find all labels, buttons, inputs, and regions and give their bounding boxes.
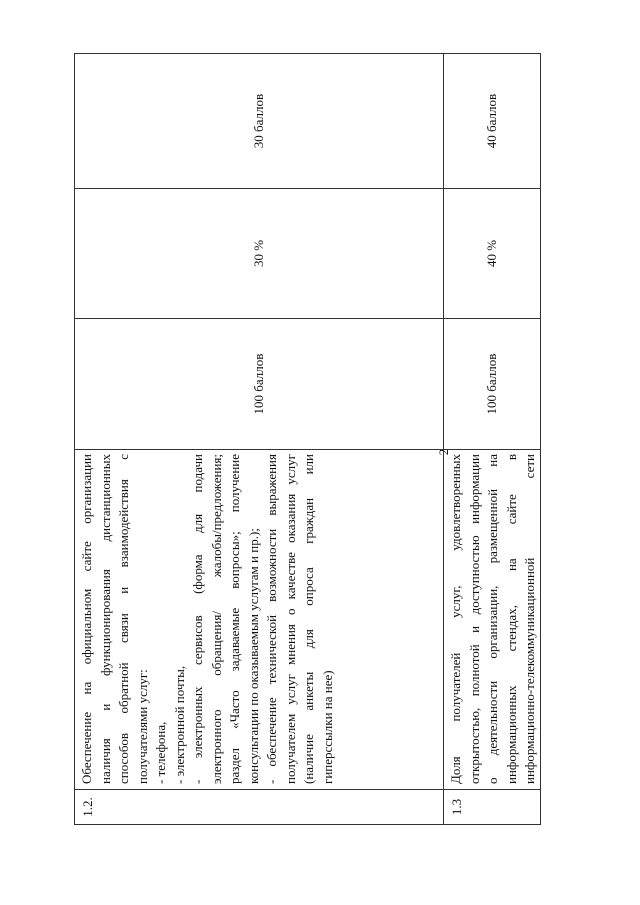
criteria-table-wrapper (74, 54, 537, 825)
description-line: - обеспечение технической возможности выражения (264, 454, 279, 784)
description-line: - электронных сервисов (форма для подачи (190, 454, 205, 784)
row-percent: 30 % (75, 189, 444, 319)
description-line: раздел «Часто задаваемые вопросы»; получение (227, 454, 242, 784)
row-percent: 40 % (444, 189, 541, 319)
table-row (75, 54, 444, 825)
description-line: получателями услуг: (134, 669, 150, 784)
description-line: о деятельности организации, размещенной на (485, 454, 500, 784)
criteria-table (74, 53, 541, 825)
description-line: - электронной почты, (171, 665, 187, 784)
description-line: электронного обращения/ жалобы/предложения; (208, 454, 224, 784)
row-number: 1.2. (75, 790, 444, 825)
table-row (444, 54, 541, 825)
description-line: наличия и функционирования дистанционных (97, 454, 113, 784)
description-line: способов обратной связи и взаимодействия с (116, 454, 131, 784)
description-line: информационно-телекоммуникационной сети (522, 454, 537, 784)
page-number: 2 (436, 448, 451, 456)
description-line: получателем услуг мнения о качестве оказания услуг (282, 454, 298, 784)
description-line: консультации по оказываемым услугам и пр.); (245, 528, 261, 784)
row-points: 40 баллов (444, 54, 541, 189)
description-line: - телефона, (153, 721, 168, 784)
row-max-points: 100 баллов (444, 319, 541, 450)
description-line: информационных стендах, на сайте в (503, 454, 519, 784)
row-number: 1.3 (444, 790, 541, 825)
row-max-points: 100 баллов (75, 319, 444, 450)
description-line: Доля получателей услуг, удовлетворенных (448, 454, 463, 784)
description-line: открытостью, полнотой и доступностью информации (466, 454, 482, 784)
description-line: Обеспечение на официальном сайте организации (79, 454, 94, 784)
description-line: гиперссылки на нее) (319, 670, 335, 784)
description-line: (наличие анкеты для опроса граждан или (301, 454, 316, 784)
row-description (75, 450, 444, 790)
row-description (444, 450, 541, 790)
row-points: 30 баллов (75, 54, 444, 189)
